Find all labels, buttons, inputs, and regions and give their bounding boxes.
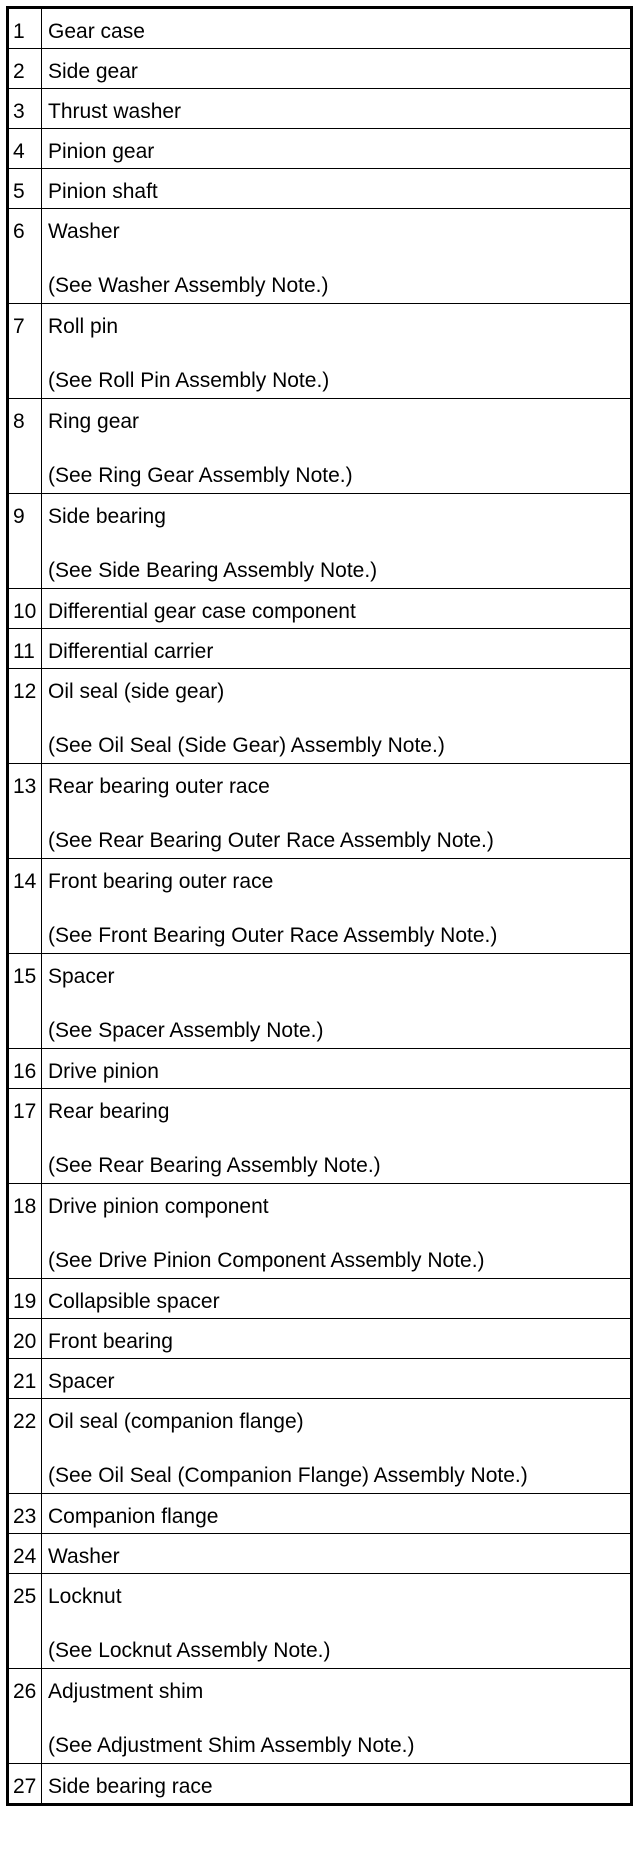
item-number-cell [8,399,42,494]
item-number: 8 [13,410,25,433]
item-description-cell [42,629,632,669]
item-number-cell [8,1764,42,1805]
legend-row [8,1399,632,1494]
legend-row [8,669,632,764]
item-number: 27 [13,1775,37,1798]
item-description-cell [42,49,632,89]
item-description-cell [42,169,632,209]
legend-row [8,399,632,494]
item-description-cell [42,399,632,494]
item-number: 19 [13,1290,37,1313]
item-name: Side bearing [48,505,166,528]
item-name: Side bearing race [48,1775,213,1798]
item-number: 16 [13,1060,37,1083]
item-number: 7 [13,315,25,338]
item-description-cell [42,494,632,589]
legend-row [8,859,632,954]
legend-row [8,589,632,629]
item-number-cell [8,1049,42,1089]
item-number: 23 [13,1505,37,1528]
legend-row [8,1494,632,1534]
item-number: 25 [13,1585,37,1608]
item-name: Collapsible spacer [48,1290,220,1313]
item-name: Oil seal (side gear) [48,680,225,703]
item-name: Oil seal (companion flange) [48,1410,304,1433]
item-name: Spacer [48,1370,115,1393]
item-number-cell [8,629,42,669]
item-number-cell [8,669,42,764]
item-assembly-note: (See Ring Gear Assembly Note.) [48,464,353,487]
item-description-cell [42,1049,632,1089]
legend-row [8,1669,632,1764]
legend-row [8,209,632,304]
item-assembly-note: (See Spacer Assembly Note.) [48,1019,324,1042]
item-assembly-note: (See Washer Assembly Note.) [48,274,329,297]
item-number-cell [8,1574,42,1669]
item-name: Differential gear case component [48,600,356,623]
legend-row [8,494,632,589]
item-number-cell [8,494,42,589]
item-name: Front bearing [48,1330,173,1353]
item-description-cell [42,1399,632,1494]
item-assembly-note: (See Drive Pinion Component Assembly Note.) [48,1249,485,1272]
item-description-cell [42,304,632,399]
item-number-cell [8,764,42,859]
item-number-cell [8,129,42,169]
item-number: 15 [13,965,37,988]
legend-row [8,8,632,49]
item-name: Differential carrier [48,640,214,663]
item-number-cell [8,304,42,399]
item-number: 9 [13,505,25,528]
item-assembly-note: (See Oil Seal (Side Gear) Assembly Note.) [48,734,445,757]
item-number-cell [8,49,42,89]
legend-row [8,169,632,209]
item-name: Thrust washer [48,100,182,123]
item-name: Side gear [48,60,138,83]
item-number: 12 [13,680,37,703]
item-name: Ring gear [48,410,140,433]
item-description-cell [42,589,632,629]
item-name: Locknut [48,1585,122,1608]
item-description-cell [42,1184,632,1279]
item-number-cell [8,1534,42,1574]
legend-row [8,1049,632,1089]
item-number-cell [8,89,42,129]
item-number-cell [8,1319,42,1359]
legend-row [8,1764,632,1805]
item-number: 14 [13,870,37,893]
item-number-cell [8,209,42,304]
item-description-cell [42,1574,632,1669]
legend-row [8,1359,632,1399]
legend-row [8,1184,632,1279]
item-description-cell [42,1764,632,1805]
item-number-cell [8,859,42,954]
item-number: 21 [13,1370,37,1393]
item-assembly-note: (See Oil Seal (Companion Flange) Assembly Note.) [48,1464,528,1487]
item-assembly-note: (See Front Bearing Outer Race Assembly Note.) [48,924,498,947]
item-name: Roll pin [48,315,119,338]
item-number-cell [8,1669,42,1764]
item-number-cell [8,1279,42,1319]
item-description-cell [42,859,632,954]
item-description-cell [42,89,632,129]
legend-row [8,1279,632,1319]
item-name: Washer [48,1545,120,1568]
item-assembly-note: (See Rear Bearing Assembly Note.) [48,1154,381,1177]
item-name: Adjustment shim [48,1680,204,1703]
item-name: Washer [48,220,120,243]
legend-row [8,304,632,399]
item-number-cell [8,169,42,209]
item-description-cell [42,1279,632,1319]
item-number-cell [8,1359,42,1399]
item-name: Front bearing outer race [48,870,274,893]
item-number: 5 [13,180,25,203]
item-assembly-note: (See Side Bearing Assembly Note.) [48,559,378,582]
item-number: 17 [13,1100,37,1123]
item-description-cell [42,1359,632,1399]
legend-row [8,1534,632,1574]
item-number-cell [8,954,42,1049]
legend-row [8,1089,632,1184]
item-number: 1 [13,20,25,43]
item-description-cell [42,1534,632,1574]
item-number: 10 [13,600,37,623]
item-name: Drive pinion [48,1060,159,1083]
item-number: 20 [13,1330,37,1353]
item-number-cell [8,1089,42,1184]
item-number: 2 [13,60,25,83]
parts-legend-table [6,6,633,1806]
item-number-cell [8,1494,42,1534]
item-number-cell [8,8,42,49]
item-name: Pinion gear [48,140,155,163]
item-name: Rear bearing outer race [48,775,270,798]
legend-row [8,129,632,169]
item-number-cell [8,1184,42,1279]
item-number-cell [8,1399,42,1494]
item-assembly-note: (See Rear Bearing Outer Race Assembly Note.) [48,829,494,852]
legend-row [8,629,632,669]
item-description-cell [42,209,632,304]
item-description-cell [42,1089,632,1184]
item-assembly-note: (See Adjustment Shim Assembly Note.) [48,1734,415,1757]
parts-legend-body [8,8,632,1805]
legend-row [8,89,632,129]
item-description-cell [42,954,632,1049]
item-name: Gear case [48,20,145,43]
item-number: 24 [13,1545,37,1568]
item-number: 13 [13,775,37,798]
legend-row [8,1574,632,1669]
legend-row [8,954,632,1049]
item-number: 3 [13,100,25,123]
item-number-cell [8,589,42,629]
item-description-cell [42,129,632,169]
item-description-cell [42,669,632,764]
legend-row [8,1319,632,1359]
item-number: 18 [13,1195,37,1218]
item-description-cell [42,1319,632,1359]
item-number: 4 [13,140,25,163]
item-name: Spacer [48,965,115,988]
item-name: Drive pinion component [48,1195,269,1218]
item-number: 22 [13,1410,37,1433]
item-description-cell [42,1669,632,1764]
item-assembly-note: (See Roll Pin Assembly Note.) [48,369,330,392]
item-number: 26 [13,1680,37,1703]
item-assembly-note: (See Locknut Assembly Note.) [48,1639,331,1662]
item-description-cell [42,8,632,49]
item-number: 11 [13,640,35,663]
item-number: 6 [13,220,25,243]
legend-row [8,764,632,859]
item-description-cell [42,1494,632,1534]
legend-row [8,49,632,89]
item-description-cell [42,764,632,859]
item-name: Companion flange [48,1505,219,1528]
item-name: Pinion shaft [48,180,158,203]
item-name: Rear bearing [48,1100,170,1123]
